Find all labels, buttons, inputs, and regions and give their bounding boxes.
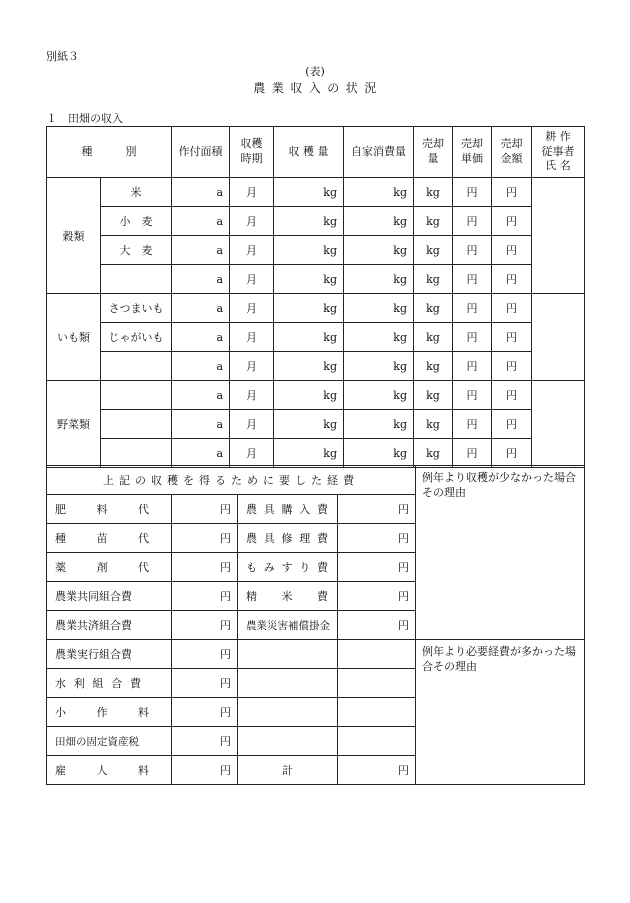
unit-yen: 円 — [338, 524, 416, 553]
item-blank[interactable] — [101, 439, 172, 468]
unit-yen: 円 — [172, 524, 238, 553]
expense-blank-cell[interactable] — [238, 669, 338, 698]
table-row — [47, 640, 585, 669]
unit-kg: kg — [344, 236, 414, 265]
header-self-consumption: 自家消費量 — [344, 127, 414, 178]
item-potato: じゃがいも — [101, 323, 172, 352]
unit-month: 月 — [230, 352, 274, 381]
unit-kg: kg — [414, 207, 453, 236]
reason-more-expense: 例年より必要経費が多かった場合その理由 — [416, 640, 585, 785]
item-blank[interactable] — [101, 352, 172, 381]
unit-month: 月 — [230, 207, 274, 236]
expense-milling-label: 精 米 費 — [238, 582, 338, 611]
unit-yen: 円 — [492, 236, 532, 265]
unit-yen: 円 — [172, 756, 238, 785]
item-blank[interactable] — [101, 265, 172, 294]
unit-yen: 円 — [453, 236, 492, 265]
sub-title: (表) — [305, 65, 325, 78]
unit-area: a — [172, 439, 230, 468]
expense-table — [46, 465, 585, 785]
item-barley: 大 麦 — [101, 236, 172, 265]
expense-blank-cell[interactable] — [338, 669, 416, 698]
unit-month: 月 — [230, 381, 274, 410]
expense-seedling-label: 種 苗 代 — [47, 524, 172, 553]
expense-blank-cell[interactable] — [338, 698, 416, 727]
unit-kg: kg — [274, 178, 344, 207]
item-rice: 米 — [101, 178, 172, 207]
unit-kg: kg — [414, 294, 453, 323]
unit-kg: kg — [344, 439, 414, 468]
unit-yen: 円 — [172, 611, 238, 640]
table-row — [47, 323, 585, 352]
unit-month: 月 — [230, 323, 274, 352]
unit-kg: kg — [414, 410, 453, 439]
unit-area: a — [172, 265, 230, 294]
expense-blank-cell[interactable] — [238, 698, 338, 727]
unit-kg: kg — [414, 323, 453, 352]
unit-yen: 円 — [492, 381, 532, 410]
unit-yen: 円 — [338, 553, 416, 582]
table-row — [47, 178, 585, 207]
unit-kg: kg — [274, 352, 344, 381]
unit-kg: kg — [344, 323, 414, 352]
reason-less-harvest: 例年より収穫が少なかった場合その理由 — [416, 466, 585, 640]
item-sweet-potato: さつまいも — [101, 294, 172, 323]
unit-area: a — [172, 207, 230, 236]
unit-kg: kg — [414, 381, 453, 410]
unit-kg: kg — [414, 236, 453, 265]
unit-month: 月 — [230, 265, 274, 294]
expense-chemical-label: 薬 剤 代 — [47, 553, 172, 582]
header-sold-qty: 売却 量 — [414, 127, 453, 178]
unit-yen: 円 — [453, 410, 492, 439]
unit-kg: kg — [274, 236, 344, 265]
group-potato: いも類 — [47, 294, 101, 381]
unit-yen: 円 — [172, 698, 238, 727]
expense-labor-fee-label: 雇 人 料 — [47, 756, 172, 785]
section-title: １ 田畑の収入 — [46, 112, 123, 125]
table-row — [47, 381, 585, 410]
unit-yen: 円 — [492, 352, 532, 381]
unit-kg: kg — [344, 178, 414, 207]
unit-kg: kg — [344, 207, 414, 236]
unit-area: a — [172, 236, 230, 265]
unit-yen: 円 — [492, 265, 532, 294]
expense-blank-cell[interactable] — [338, 727, 416, 756]
unit-month: 月 — [230, 236, 274, 265]
group-vegetable: 野菜類 — [47, 381, 101, 468]
unit-yen: 円 — [172, 495, 238, 524]
unit-kg: kg — [344, 294, 414, 323]
table-row — [47, 265, 585, 294]
unit-yen: 円 — [338, 495, 416, 524]
unit-yen: 円 — [492, 439, 532, 468]
unit-kg: kg — [344, 265, 414, 294]
header-type: 種 別 — [47, 127, 172, 178]
header-area: 作付面積 — [172, 127, 230, 178]
header-unit-price: 売却 単価 — [453, 127, 492, 178]
header-worker: 耕 作 従事者 氏 名 — [532, 127, 585, 178]
unit-kg: kg — [414, 439, 453, 468]
unit-yen: 円 — [492, 178, 532, 207]
unit-month: 月 — [230, 410, 274, 439]
expense-practice-assoc-label: 農業実行組合費 — [47, 640, 172, 669]
unit-yen: 円 — [453, 294, 492, 323]
expense-coop-fee-label: 農業共同組合費 — [47, 582, 172, 611]
unit-yen: 円 — [172, 640, 238, 669]
unit-kg: kg — [414, 265, 453, 294]
header-harvest-time: 収穫 時期 — [230, 127, 274, 178]
worker-cell — [532, 381, 585, 468]
unit-yen: 円 — [338, 582, 416, 611]
expense-heading-row — [47, 466, 585, 495]
worker-cell — [532, 294, 585, 381]
table-row — [47, 236, 585, 265]
unit-area: a — [172, 381, 230, 410]
unit-kg: kg — [414, 178, 453, 207]
unit-month: 月 — [230, 294, 274, 323]
unit-kg: kg — [344, 381, 414, 410]
unit-yen: 円 — [453, 178, 492, 207]
document-label: 別紙３ — [46, 50, 79, 63]
expense-tool-purchase-label: 農具購入費 — [238, 495, 338, 524]
expense-water-assoc-label: 水利組合費 — [47, 669, 172, 698]
unit-area: a — [172, 352, 230, 381]
table-row — [47, 410, 585, 439]
unit-kg: kg — [274, 265, 344, 294]
expense-blank-cell[interactable] — [238, 727, 338, 756]
item-blank[interactable] — [101, 381, 172, 410]
expense-property-tax-label: 田畑の固定資産税 — [47, 727, 172, 756]
expense-fertilizer-label: 肥 料 代 — [47, 495, 172, 524]
unit-yen: 円 — [492, 410, 532, 439]
unit-yen: 円 — [172, 553, 238, 582]
expense-blank-cell[interactable] — [338, 640, 416, 669]
header-harvest-qty: 収 穫 量 — [274, 127, 344, 178]
unit-kg: kg — [274, 294, 344, 323]
unit-month: 月 — [230, 178, 274, 207]
table-row — [47, 439, 585, 468]
unit-kg: kg — [344, 352, 414, 381]
item-blank[interactable] — [101, 410, 172, 439]
unit-yen: 円 — [453, 352, 492, 381]
unit-kg: kg — [274, 381, 344, 410]
unit-area: a — [172, 178, 230, 207]
unit-area: a — [172, 294, 230, 323]
item-wheat: 小 麦 — [101, 207, 172, 236]
expense-tenant-fee-label: 小 作 料 — [47, 698, 172, 727]
unit-yen: 円 — [172, 582, 238, 611]
worker-cell — [532, 178, 585, 294]
page-title: 農業収入の状況 — [253, 81, 383, 95]
unit-kg: kg — [344, 410, 414, 439]
header-amount: 売却 金額 — [492, 127, 532, 178]
unit-yen: 円 — [453, 323, 492, 352]
unit-yen: 円 — [453, 439, 492, 468]
unit-yen: 円 — [338, 611, 416, 640]
unit-yen: 円 — [492, 207, 532, 236]
unit-kg: kg — [414, 352, 453, 381]
unit-yen: 円 — [172, 727, 238, 756]
income-header-row — [47, 127, 585, 178]
unit-yen: 円 — [338, 756, 416, 785]
unit-kg: kg — [274, 439, 344, 468]
unit-yen: 円 — [453, 207, 492, 236]
unit-yen: 円 — [453, 265, 492, 294]
expense-total-label: 計 — [238, 756, 338, 785]
unit-yen: 円 — [492, 294, 532, 323]
unit-yen: 円 — [172, 669, 238, 698]
expense-blank-cell[interactable] — [238, 640, 338, 669]
expense-heading: 上記の収穫を得るために要した経費 — [47, 466, 416, 495]
unit-area: a — [172, 323, 230, 352]
unit-kg: kg — [274, 323, 344, 352]
expense-tool-repair-label: 農具修理費 — [238, 524, 338, 553]
table-row — [47, 294, 585, 323]
expense-hulling-label: もみすり費 — [238, 553, 338, 582]
unit-area: a — [172, 410, 230, 439]
unit-yen: 円 — [453, 381, 492, 410]
income-table — [46, 126, 585, 468]
unit-kg: kg — [274, 410, 344, 439]
table-row — [47, 207, 585, 236]
unit-kg: kg — [274, 207, 344, 236]
table-row — [47, 352, 585, 381]
group-grain: 穀類 — [47, 178, 101, 294]
expense-disaster-comp-label: 農業災害補償掛金 — [238, 611, 338, 640]
expense-mutual-aid-label: 農業共済組合費 — [47, 611, 172, 640]
unit-month: 月 — [230, 439, 274, 468]
unit-yen: 円 — [492, 323, 532, 352]
